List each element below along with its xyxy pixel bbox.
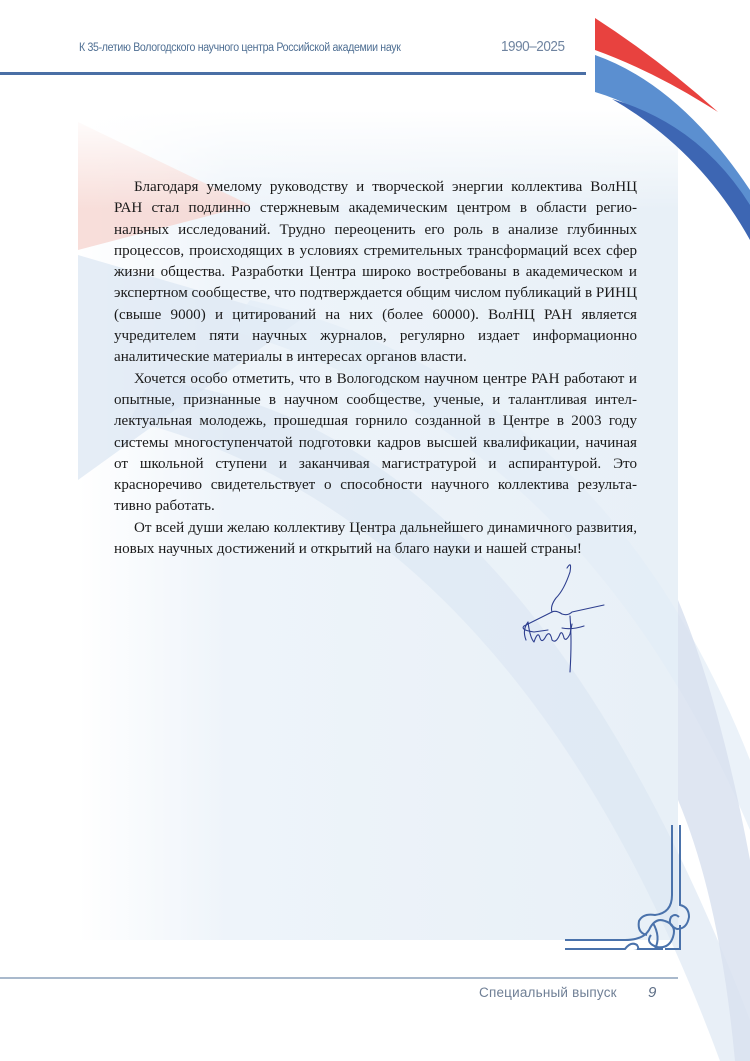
letter-body <box>114 177 637 560</box>
paragraph: Хочется особо отметить, что в Вологодском научном центре РАН работают и опытные, признанные в научном сообществе, ученые, и талантливая интеллектуальная молодежь, прошедшая горнило созданной в Центре в 2003 году системы многоступенчатой подготовки кадров высшей квалификации, начиная от школьной ступени и заканчивая магистратурой и аспирантурой. Это красноречиво свидетельствует о способности научного коллектива результативно работать. <box>114 370 637 515</box>
paragraph: От всей души желаю коллективу Центра дальнейшего динамичного развития, новых научных достижений и открытий на благо науки и нашей страны! <box>114 519 637 558</box>
running-header-title: К 35-летию Вологодского научного центра Российской академии наук <box>79 42 401 54</box>
header-divider <box>0 72 586 75</box>
signature-image <box>512 560 612 680</box>
page-number: 9 <box>648 984 657 1001</box>
running-header-years: 1990–2025 <box>501 38 565 55</box>
footer-issue-title: Специальный выпуск <box>479 985 617 1000</box>
corner-ornament <box>565 825 695 950</box>
footer-divider <box>0 977 678 979</box>
paragraph: Благодаря умелому руководству и творческой энергии коллектива ВолНЦ РАН стал подлинно стержневым академическим центром в области региональных исследований. Трудно переоценить его роль в анализе глубинных процессов, происходящих в условиях стремительных трансформаций всех сфер жизни общества. Разработки Центра широко востребованы в академическом и экспертном сообществе, что подтверждается общим числом публикаций в РИНЦ (свыше 9000) и цитирований на них (более 60000). ВолНЦ РАН является учредителем пяти научных журналов, регулярно издает информационно аналитические материалы в интересах органов власти. <box>114 179 637 366</box>
